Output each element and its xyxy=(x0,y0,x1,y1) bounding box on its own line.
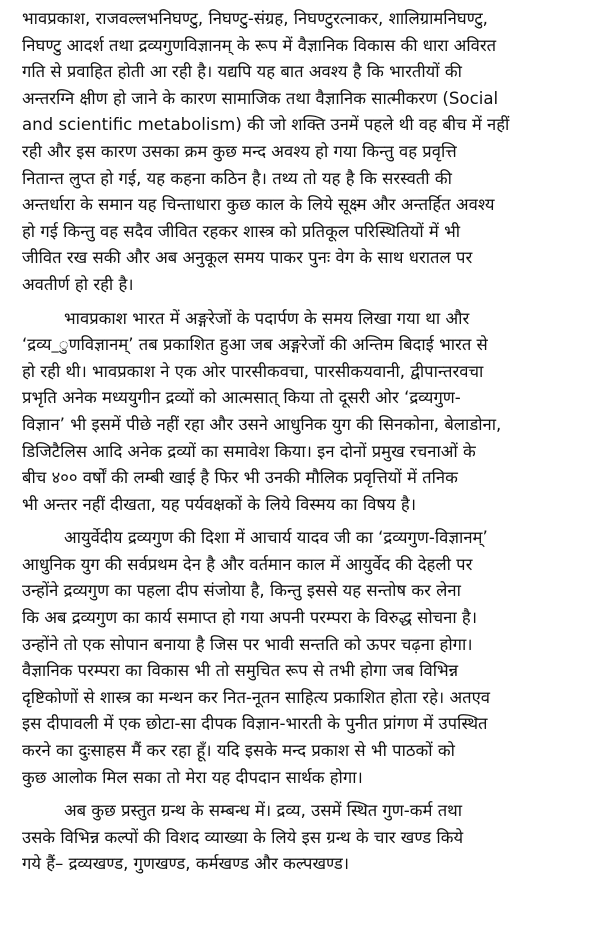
text-line: प्रभृति अनेक मध्ययुगीन द्रव्यों को आत्मसात् किया तो दूसरी ओर ‘द्रव्यगुण- xyxy=(22,388,461,408)
text-line: उसके विभिन्न कल्पों की विशद व्याख्या के लिये इस ग्रन्थ के चार खण्ड किये xyxy=(22,827,464,847)
text-line: अब कुछ प्रस्तुत ग्रन्थ के सम्बन्ध में। द्रव्य, उसमें स्थित गुण-कर्म तथा xyxy=(64,801,463,821)
text-line: अन्तरग्नि क्षीण हो जाने के कारण सामाजिक तथा वैज्ञानिक सात्मीकरण (Social xyxy=(22,88,499,108)
text-line: दृष्टिकोणों से शास्त्र का मन्थन कर नित-नूतन साहित्य प्रकाशित होता रहे। अतएव xyxy=(22,687,491,707)
text-line: हो गई किन्तु वह सदैव जीवित रहकर शास्त्र को प्रतिकूल परिस्थितियों में भी xyxy=(22,221,461,241)
text-line: and scientific metabolism) की जो शक्ति उनमें पहले थी वह बीच में नहीं xyxy=(22,115,510,135)
text-line: रही और इस कारण उसका क्रम कुछ मन्द अवश्य हो गया किन्तु वह प्रवृत्ति xyxy=(22,141,457,161)
text-line: आयुर्वेदीय द्रव्यगुण की दिशा में आचार्य यादव जी का ‘द्रव्यगुण-विज्ञानम्’ xyxy=(64,528,488,548)
text-line: वैज्ञानिक परम्परा का विकास भी तो समुचित रूप से तभी होगा जब विभिन्न xyxy=(22,661,459,681)
text-line: इस दीपावली में एक छोटा-सा दीपक विज्ञान-भारती के पुनीत प्रांगण में उपस्थित xyxy=(22,714,488,734)
text-line: उन्होंने तो एक सोपान बनाया है जिस पर भावी सन्तति को ऊपर चढ़ना होगा। xyxy=(22,634,473,654)
text-line: भावप्रकाश, राजवल्लभनिघण्टु, निघण्टु-संग्रह, निघण्टुरत्नाकर, शालिग्रामनिघण्टु, xyxy=(22,9,488,28)
text-line: नितान्त लुप्त हो गई, यह कहना कठिन है। तथ्य तो यह है कि सरस्वती की xyxy=(22,168,452,188)
text-line: अन्तर्धारा के समान यह चिन्ताधारा कुछ काल के लिये सूक्ष्म और अन्तर्हित अवश्य xyxy=(22,195,495,215)
text-line: कुछ आलोक मिल सका तो मेरा यह दीपदान सार्थक होगा। xyxy=(22,767,363,787)
text-line: बीच ४०० वर्षों की लम्बी खाई है फिर भी उनकी मौलिक प्रवृत्तियों में तनिक xyxy=(22,468,458,488)
text-line: आधुनिक युग की सर्वप्रथम देन है और वर्तमान काल में आयुर्वेद की देहली पर xyxy=(22,554,473,574)
text-line: डिजिटैलिस आदि अनेक द्रव्यों का समावेश किया। इन दोनों प्रमुख रचनाओं के xyxy=(22,441,476,461)
text-line: निघण्टु आदर्श तथा द्रव्यगुणविज्ञानम् के रूप में वैज्ञानिक विकास की धारा अविरत xyxy=(22,35,497,55)
text-line: गति से प्रवाहित होती आ रही है। यद्यपि यह बात अवश्य है कि भारतीयों की xyxy=(22,62,462,82)
text-line: जीवित रख सकी और अब अनुकूल समय पाकर पुनः वेग के साथ धरातल पर xyxy=(22,248,473,268)
paragraph-4 xyxy=(22,798,592,878)
text-line: विज्ञान’ भी इसमें पीछे नहीं रहा और उसने आधुनिक युग की सिनकोना, बेलाडोना, xyxy=(22,414,502,434)
text-line: उन्होंने द्रव्यगुण का पहला दीप संजोया है, किन्तु इससे यह सन्तोष कर लेना xyxy=(22,581,461,601)
paragraph-3 xyxy=(22,525,592,791)
text-line: भावप्रकाश भारत में अङ्गरेजों के पदार्पण के समय लिखा गया था और xyxy=(64,308,470,328)
text-line: करने का दुःसाहस मैं कर रहा हूँ। यदि इसके मन्द प्रकाश से भी पाठकों को xyxy=(22,741,455,761)
text-line: अवतीर्ण हो रही है। xyxy=(22,274,134,294)
paragraph-2 xyxy=(22,306,592,519)
text-line: कि अब द्रव्यगुण का कार्य समाप्त हो गया अपनी परम्परा के विरुद्ध सोचना है। xyxy=(22,608,478,628)
text-line: ‘द्रव्य_ुणविज्ञानम्’ तब प्रकाशित हुआ जब अङ्गरेजों की अन्तिम बिदाई भारत से xyxy=(22,335,488,355)
text-line: गये हैं– द्रव्यखण्ड, गुणखण्ड, कर्मखण्ड और कल्पखण्ड। xyxy=(22,854,350,874)
text-line: हो रही थी। भावप्रकाश ने एक ओर पारसीकवचा, पारसीकयवानी, द्वीपान्तरवचा xyxy=(22,361,484,381)
text-line: भी अन्तर नहीं दीखता, यह पर्यवक्षकों के लिये विस्मय का विषय है। xyxy=(22,494,417,514)
paragraph-1 xyxy=(22,6,592,299)
